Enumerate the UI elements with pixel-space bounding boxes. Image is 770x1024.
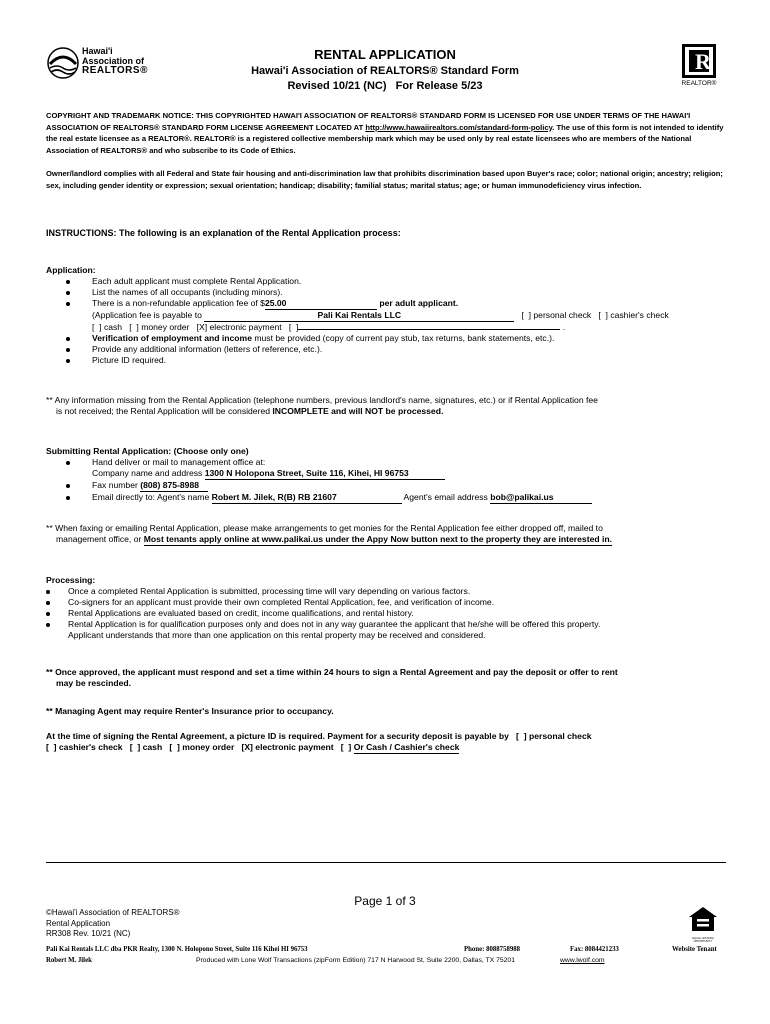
list-item: Once a completed Rental Application is submitted, processing time will vary depending on various factors.	[46, 586, 736, 597]
lwolf-link[interactable]: www.lwolf.com	[560, 957, 605, 964]
copyright-notice	[46, 110, 726, 156]
fee-field[interactable]: 25.00	[265, 298, 377, 310]
faxing-note: ** When faxing or emailing Rental Application, please make arrangements to get monies for the Rental Application fee either dropped off, mailed to management office, or Most tenants apply online at www.palikai.us under the Appy Now button next to the property they are interested in.	[46, 523, 613, 544]
list-item: Fax number (808) 875-8988	[66, 480, 736, 492]
signing-note: At the time of signing the Rental Agreement, a picture ID is required. Payment for a security deposit is payable by [ ] personal check [ ] cashier's check [ ] cash [ ] money order [X] electronic payment [ ] Or Cash / Cashier's check	[46, 731, 592, 752]
company-line: Company name and address 1300 N Holopona Street, Suite 116, Kihei, HI 96753	[66, 468, 736, 480]
list-item: Email directly to: Agent's name Robert M. Jilek, R(B) RB 21607 Agent's email address bob@palikai.us	[66, 492, 736, 504]
standard-form-policy-link[interactable]: http://www.hawaiirealtors.com/standard-form-policy	[365, 122, 553, 132]
processing-section	[46, 575, 736, 641]
list-item: Each adult applicant must complete Rental Application.	[66, 276, 736, 287]
form-title: RENTAL APPLICATION	[314, 47, 456, 62]
copyright-text-end: . The use of this form is not intended to identify the real estate licensee as a REALTOR®. REALTOR® is a registered collective membership mark which may be used only by real estate licensees who are members of the National Association of REALTORS® and who subscribe to its Code of Ethics.	[46, 122, 724, 155]
agent-email-field[interactable]: bob@palikai.us	[490, 492, 592, 504]
equal-housing-text: EQUAL HOUSING OPPORTUNITY	[692, 937, 714, 943]
list-item: Verification of employment and income must be provided (copy of current pay stub, tax returns, bank statements, etc.).	[66, 333, 736, 344]
payment-options-line: [ ] cash [ ] money order [X] electronic payment [ ] .	[92, 322, 566, 332]
form-subtitle: Hawai'i Association of REALTORS® Standard Form	[251, 65, 519, 77]
list-item: Provide any additional information (letters of reference, etc.).	[66, 344, 736, 355]
realtor-mark	[676, 44, 722, 90]
payee-field[interactable]: Pali Kai Rentals LLC	[204, 310, 514, 322]
footer-form-info: ©Hawai'i Association of REALTORS® Rental Application RR308 Rev. 10/21 (NC)	[46, 908, 180, 938]
approval-note: ** Once approved, the applicant must respond and set a time within 24 hours to sign a Rental Agreement and pay the deposit or offer to rent may be rescinded.	[46, 667, 618, 688]
payable-line: (Application fee is payable to Pali Kai Rentals LLC [ ] personal check [ ] cashier's check	[92, 310, 669, 320]
footer-site-label: Website Tenant	[672, 946, 717, 953]
form-revision: Revised 10/21 (NC) For Release 5/23	[287, 80, 483, 92]
logo-line-2: Association of	[82, 56, 145, 66]
submitting-section	[46, 446, 736, 504]
copyright-text: COPYRIGHT AND TRADEMARK NOTICE: THIS COPYRIGHTED HAWAI'I ASSOCIATION OF REALTORS® STANDARD FORM IS LICENSED FOR USE UNDER TERMS OF THE HAWAI'I ASSOCIATION OF REALTORS® STANDARD FORM LICENSE AGREEMENT LOCATED AT	[46, 111, 691, 132]
other-option[interactable]: [ ]	[288, 322, 299, 332]
list-item: Rental Applications are evaluated based on credit, income qualifications, and rental history.	[46, 608, 736, 619]
fax-number-field[interactable]: (808) 875-8988	[140, 480, 208, 492]
submitting-heading: Submitting Rental Application: (Choose only one)	[46, 446, 249, 456]
list-item: Picture ID required.	[66, 355, 736, 366]
faxing-fill-field[interactable]: Most tenants apply online at www.palikai.us under the Appy Now button next to the property they are interested in.	[143, 534, 613, 544]
instructions-heading: INSTRUCTIONS: The following is an explanation of the Rental Application process:	[46, 228, 401, 238]
cashiers-check-option[interactable]: [ ] cashier's check	[598, 310, 669, 320]
processing-heading: Processing:	[46, 575, 96, 585]
electronic-payment-option[interactable]: [X] electronic payment	[196, 322, 282, 332]
application-section	[46, 265, 736, 366]
footer-divider	[46, 862, 726, 863]
footer-phone: Phone: 8088758988	[464, 946, 521, 953]
realtor-r-icon: R	[682, 44, 716, 78]
logo-line-1: Hawai'i	[82, 46, 113, 56]
processing-continuation: Applicant understands that more than one application on this rental property may be received and considered.	[68, 630, 486, 640]
list-item: Hand deliver or mail to management office at:	[66, 457, 736, 468]
cash-option[interactable]: [ ] cash	[92, 322, 123, 332]
logo-line-3: REALTORS®	[82, 65, 148, 76]
list-item: Co-signers for an applicant must provide their own completed Rental Application, fee, and verification of income.	[46, 597, 736, 608]
missing-info-note: ** Any information missing from the Rental Application (telephone numbers, previous landlord's name, signatures, etc.) or if Rental Application fee is not received; the Rental Application will be considered INCOMPLETE and will NOT be processed.	[46, 395, 598, 416]
equal-housing-icon	[688, 906, 718, 934]
list-item: Rental Application is for qualification purposes only and does not in any way guarantee the applicant that he/she will be offered this property.	[46, 619, 736, 630]
insurance-note: ** Managing Agent may require Renter's Insurance prior to occupancy.	[46, 706, 334, 716]
agent-name-field[interactable]: Robert M. Jilek, R(B) RB 21607	[212, 492, 402, 504]
footer-agent: Robert M. Jilek	[46, 957, 92, 964]
page-number: Page 1 of 3	[354, 894, 416, 908]
list-item: List the names of all occupants (including minors).	[66, 287, 736, 298]
equal-housing-logo	[688, 906, 718, 943]
company-address-field[interactable]: 1300 N Holopona Street, Suite 116, Kihei, HI 96753	[205, 468, 445, 480]
application-heading: Application:	[46, 265, 96, 275]
other-payment-field[interactable]	[298, 329, 560, 330]
footer-fax: Fax: 8084421233	[570, 946, 619, 953]
personal-check-option[interactable]: [ ] personal check	[521, 310, 592, 320]
fair-housing-notice: Owner/landlord complies with all Federal and State fair housing and anti-discrimination law that prohibits discrimination based upon Buyer's race; color; national origin; ancestry; religion; sex, including gender identity or expression; sexual orientation; handicap; disability; familial status; marital status; age; or human immunodeficiency virus infection.	[46, 169, 723, 190]
money-order-option[interactable]: [ ] money order	[129, 322, 190, 332]
footer-produced: Produced with Lone Wolf Transactions (zipForm Edition) 717 N Harwood St, Suite 2200, Dallas, TX 75201	[196, 957, 515, 964]
list-item: There is a non-refundable application fee of $25.00 per adult applicant.	[66, 298, 736, 310]
footer-brokerage: Pali Kai Rentals LLC dba PKR Realty, 1300 N. Holopono Street, Suite 116 Kihei HI 96753	[46, 946, 308, 953]
deposit-other-field[interactable]: Or Cash / Cashier's check	[353, 742, 460, 752]
realtor-mark-label: REALTOR®	[681, 80, 717, 87]
